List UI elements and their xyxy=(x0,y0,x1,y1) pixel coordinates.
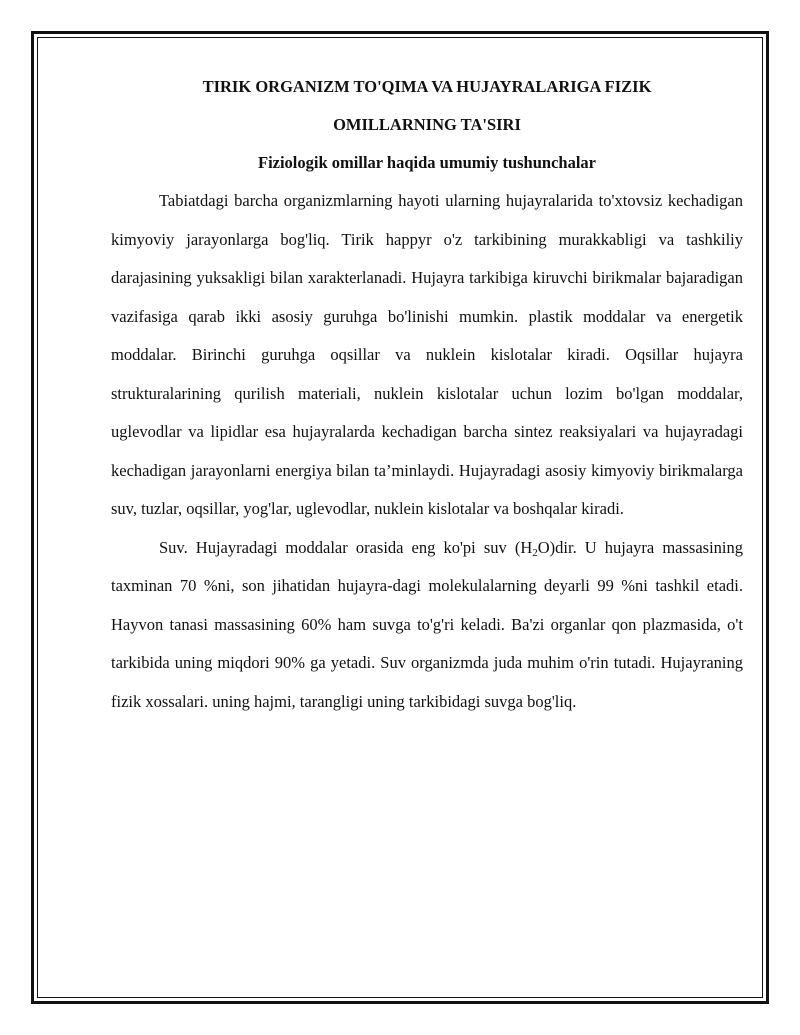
subscript-2: 2 xyxy=(532,546,538,559)
paragraph-2-part-1: Suv. Hujayradagi moddalar orasida eng ko'pi suv (H xyxy=(159,537,533,557)
paragraph-1: Tabiatdagi barcha organizmlarning hayoti ularning hujayralarida to'xtovsiz kechadigan kimyoviy jarayonlarga bog'liq. Tirik happyr o'z tarkibining murakkabligi va tashkiliy darajasining yuksakligi bilan xarakterlanadi. Hujayra tarkibiga kiruvchi birikmalar bajaradigan vazifasiga qarab ikki asosiy guruhga bo'linishi mumkin. plastik moddalar va energetik moddalar. Birinchi guruhga oqsillar va nuklein kislotalar kiradi. Oqsillar hujayra strukturalarining qurilish materiali, nuklein kislotalar uchun lozim bo'lgan moddalar, uglevodlar va lipidlar esa hujayralarda kechadigan barcha sintez reaksiyalari va hujayradagi kechadigan jarayonlarni energiya bilan ta’minlaydi. Hujayradagi asosiy kimyoviy birikmalarga suv, tuzlar, oqsillar, yog'lar, uglevodlar, nuklein kislotalar va boshqalar kiradi. xyxy=(111,191,743,518)
document-body xyxy=(111,68,743,721)
subtitle: Fiziologik omillar haqida umumiy tushunchalar xyxy=(257,153,596,172)
title-line-1: TIRIK ORGANIZM TO'QIMA VA HUJAYRALARIGA FIZIK xyxy=(202,77,652,96)
paragraph-2-part-2: O)dir. U hujayra massasining taxminan 70 %ni, son jihatidan hujayra-dagi molekulalarning deyarli 99 %ni tashkil etadi. Hayvon tanasi massasining 60% ham suvga to'g'ri keladi. Ba'zi organlar qon plazmasida, o't tarkibida uning miqdori 90% ga yetadi. Suv organizmda juda muhim o'rin tutadi. Hujayraning fizik xossalari. uning hajmi, tarangligi uning tarkibidagi suvga bog'liq. xyxy=(111,537,743,711)
paragraph-2 xyxy=(111,529,743,722)
title-line-2: OMILLARNING TA'SIRI xyxy=(333,115,521,134)
